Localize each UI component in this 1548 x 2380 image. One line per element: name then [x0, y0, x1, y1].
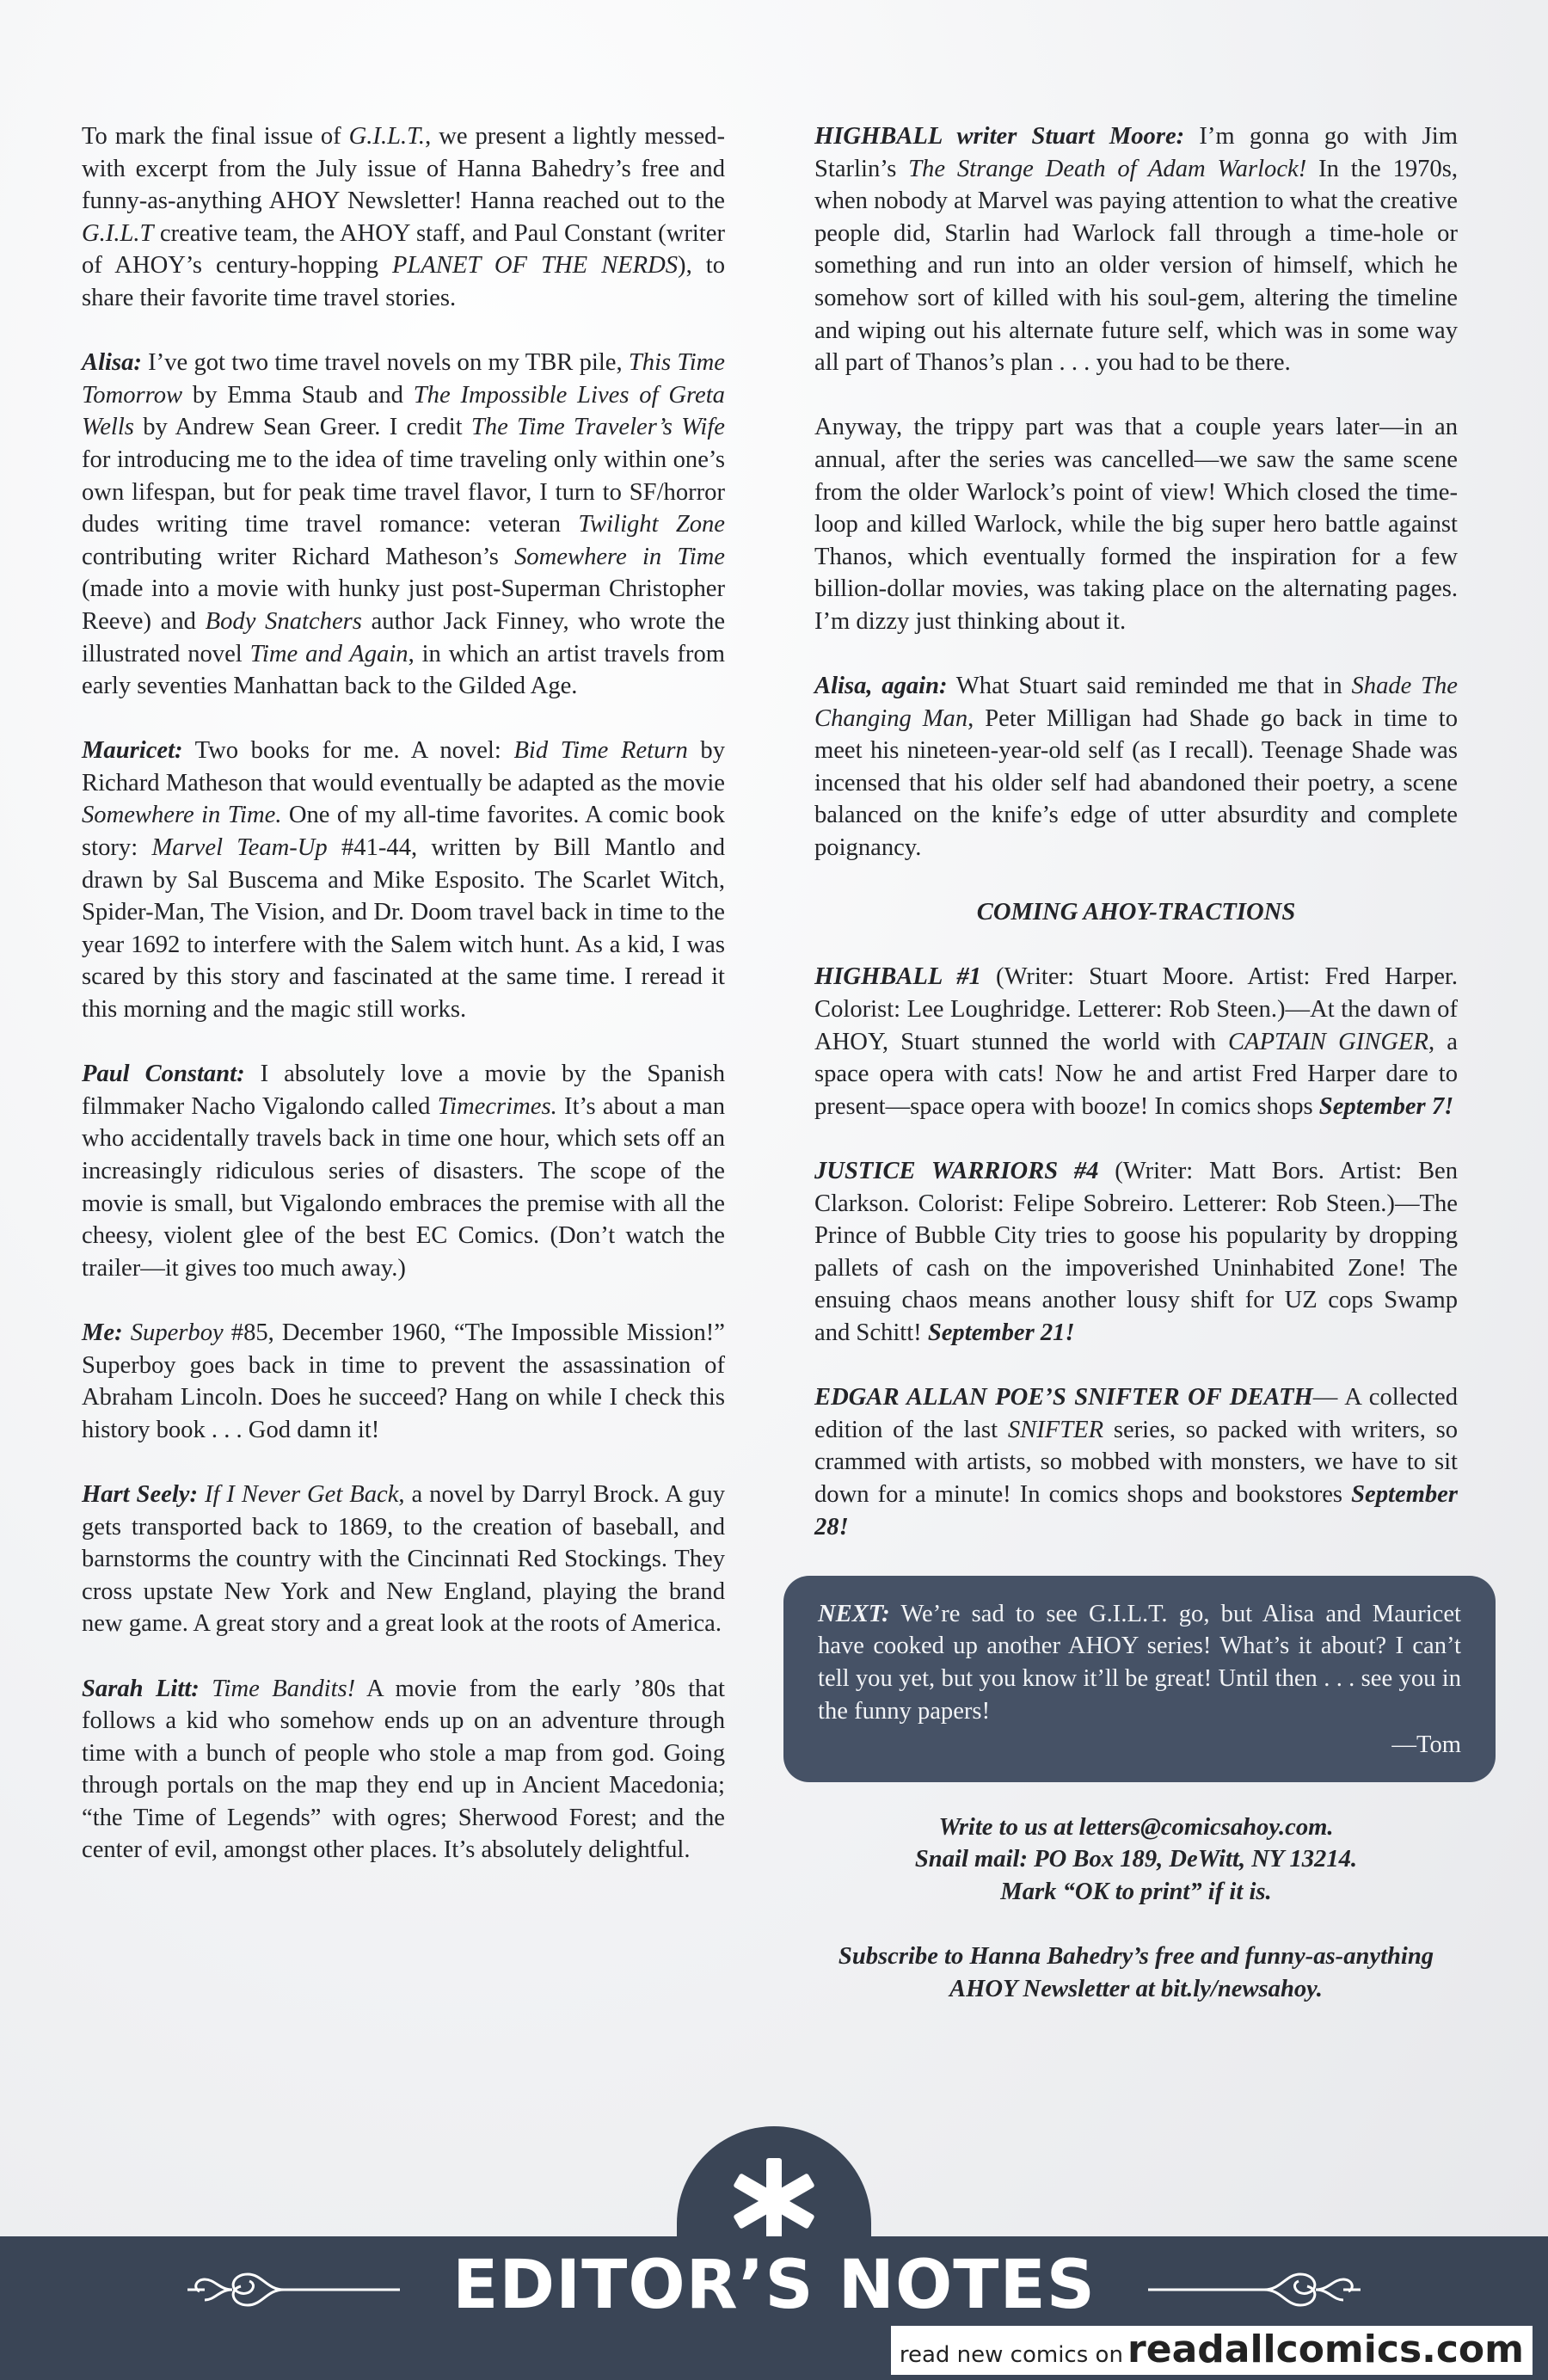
- watermark-prefix: read new comics on: [899, 2342, 1123, 2368]
- poe-listing: EDGAR ALLAN POE’S SNIFTER OF DEATH— A collected edition of the last SNIFTER series, so packed with writers, so crammed with artists, so mobbed with monsters, we have to sit down for a minute! In comics shops and bookstores September 28!: [814, 1384, 1459, 1541]
- speaker-name: Mauricet:: [82, 737, 183, 765]
- contact-email: Write to us at letters@comicsahoy.com.: [938, 1813, 1334, 1841]
- watermark-site: readallcomics.com: [1127, 2328, 1524, 2371]
- contact-note: Mark “OK to print” if it is.: [1000, 1878, 1272, 1905]
- mauricet-entry: Mauricet: Two books for me. A novel: Bid Time Return by Richard Matheson that would eventually be adapted as the movie Somewhere in Time. One of my all-time favorites. A comic book story: Marvel Team-Up #41-44, written by Bill Mantlo and drawn by Sal Buscema and Mike Esposito. The Scarlet Witch, Spider-Man, The Vision, and Dr. Doom travel back in time to the year 1692 to interfere with the Salem witch hunt. As a kid, I was scared by this story and fascinated at the same time. I reread it this morning and the magic still works.: [82, 737, 726, 1024]
- stuart-entry: HIGHBALL writer Stuart Moore: I’m gonna go with Jim Starlin’s The Strange Death of Adam Warlock! In the 1970s, when nobody at Marvel was paying attention to what the creative people did, Starlin had Warlock fall through a time-hole or something and run into an older version of himself, which he somehow sort of killed with his soul-gem, altering the timeline and wiping out his alternate future self, which was in some way all part of Thanos’s plan . . . you had to be there.: [814, 123, 1458, 377]
- contact-mail: Snail mail: PO Box 189, DeWitt, NY 13214.: [914, 1846, 1358, 1873]
- speaker-name: Alisa, again:: [814, 673, 948, 700]
- right-column: [814, 120, 1461, 2038]
- asterisk-icon: [729, 2156, 819, 2246]
- me-entry: Me: Superboy #85, December 1960, “The Impossible Mission!” Superboy goes back in time to prevent the assassination of Abraham Lincoln. Does he succeed? Hang on while I check this history book . . . God damn it!: [82, 1319, 725, 1443]
- signature: —Tom: [1391, 1731, 1461, 1759]
- contact-info: [814, 1811, 1458, 1909]
- left-column: [82, 120, 725, 1899]
- editors-notes-title: EDITOR’S NOTES: [452, 2247, 1096, 2324]
- subscribe-note: Subscribe to Hanna Bahedry’s free and funny-as-anything AHOY Newsletter at bit.ly/newsahoy.: [838, 1943, 1434, 2002]
- next-note-box: [783, 1576, 1496, 1782]
- stuart-entry-continued: Anyway, the trippy part was that a couple years later—in an annual, after the series was cancelled—we saw the same scene from the older Warlock’s point of view! Which closed the time-loop and killed Warlock, while the big super hero battle against Thanos, which eventually formed the inspiration for a few billion-dollar movies, was taking place on the alternating pages. I’m dizzy just thinking about it.: [814, 414, 1458, 635]
- coming-attractions-heading: COMING AHOY-TRACTIONS: [976, 899, 1296, 926]
- sarah-entry: Sarah Litt: Time Bandits! A movie from the early ’80s that follows a kid who somehow ends up on an adventure through time with a bunch of people who stole a map from god. Going through portals on the map they end up in Ancient Macedonia; “the Time of Legends” with ogres; Sherwood Forest; and the center of evil, amongst other places. It’s absolutely delightful.: [82, 1675, 725, 1864]
- speaker-name: Hart Seely:: [82, 1480, 198, 1508]
- speaker-name: Alisa:: [82, 349, 142, 377]
- intro-paragraph: To mark the final issue of G.I.L.T., we present a lightly messed-with excerpt from the July issue of Hanna Bahedry’s free and funny-as-anything AHOY Newsletter! Hanna reached out to the G.I.L.T creative team, the AHOY staff, and Paul Constant (writer of AHOY’s century-hopping PLANET OF THE NERDS), to share their favorite time travel stories.: [82, 123, 726, 311]
- next-note-text: NEXT: We’re sad to see G.I.L.T. go, but Alisa and Mauricet have cooked up another AHOY series! What’s it about? I can’t tell you yet, but you know it’ll be great! Until then . . . see you in the funny papers!: [818, 1600, 1461, 1725]
- speaker-name: Me:: [82, 1319, 123, 1346]
- justice-warriors-listing: JUSTICE WARRIORS #4 (Writer: Matt Bors. Artist: Ben Clarkson. Colorist: Felipe Sobreiro. Letterer: Rob Steen.)—The Prince of Bubble City tries to goose his popularity by dropping pallets of cash on the impoverished Uninhabited Zone! The ensuing chaos means another lousy shift for UZ cops Swamp and Schitt! September 21!: [814, 1158, 1459, 1346]
- paul-entry: Paul Constant: I absolutely love a movie by the Spanish filmmaker Nacho Vigalondo called Timecrimes. It’s about a man who accidentally travels back in time one hour, which sets off an increasingly ridiculous series of disasters. The scope of the movie is small, but Vigalondo embraces the premise with all the cheesy, violent glee of the best EC Comics. (Don’t watch the trailer—it gives too much away.): [82, 1061, 725, 1282]
- site-watermark: [891, 2326, 1533, 2375]
- alisa-again-entry: Alisa, again: What Stuart said reminded me that in Shade The Changing Man, Peter Milligan had Shade go back in time to meet his nineteen-year-old self (as I recall). Teenage Shade was incensed that his older self had abandoned their poetry, a scene balanced on the knife’s edge of utter absurdity and complete poignancy.: [814, 673, 1459, 862]
- speaker-name: Paul Constant:: [82, 1061, 245, 1088]
- alisa-entry: Alisa: I’ve got two time travel novels on my TBR pile, This Time Tomorrow by Emma Staub and The Impossible Lives of Greta Wells by Andrew Sean Greer. I credit The Time Traveler’s Wife for introducing me to the idea of time traveling only within one’s own lifespan, but for peak time travel flavor, I turn to SF/horror dudes writing time travel romance: veteran Twilight Zone contributing writer Richard Matheson’s Somewhere in Time (made into a movie with hunky just post-Superman Christopher Reeve) and Body Snatchers author Jack Finney, who wrote the illustrated novel Time and Again, in which an artist travels from early seventies Manhattan back to the Gilded Age.: [82, 349, 726, 700]
- speaker-name: HIGHBALL writer Stuart Moore:: [814, 123, 1185, 150]
- hart-entry: Hart Seely: If I Never Get Back, a novel by Darryl Brock. A guy gets transported back to 1869, to the creation of baseball, and barnstorms the country with the Cincinnati Red Stockings. They cross upstate New York and New England, playing the brand new game. A great story and a great look at the roots of America.: [82, 1480, 726, 1638]
- speaker-name: Sarah Litt:: [82, 1675, 200, 1702]
- highball-listing: HIGHBALL #1 (Writer: Stuart Moore. Artist: Fred Harper. Colorist: Lee Loughridge. Letterer: Rob Steen.)—At the dawn of AHOY, Stuart stunned the world with CAPTAIN GINGER, a space opera with cats! Now he and artist Fred Harper dare to present—space opera with booze! In comics shops September 7!: [814, 963, 1458, 1120]
